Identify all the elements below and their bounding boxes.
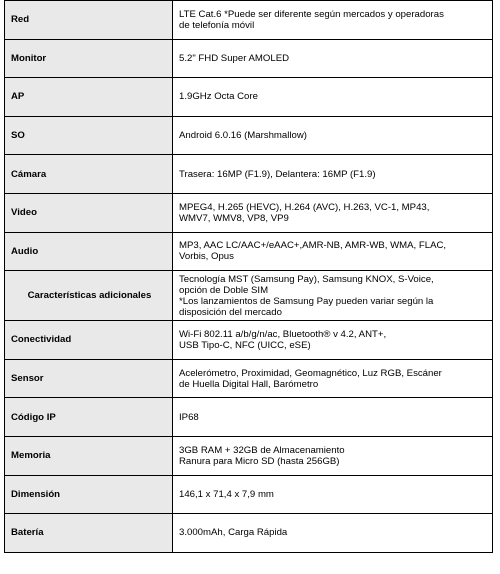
spec-value: MPEG4, H.265 (HEVC), H.264 (AVC), H.263, VC-1, MP43, WMV7, WMV8, VP8, VP9: [173, 193, 493, 232]
spec-label: AP: [5, 78, 173, 117]
spec-label: Batería: [5, 514, 173, 553]
spec-label: Memoria: [5, 436, 173, 475]
spec-row-codigo-ip: [5, 398, 493, 437]
spec-row-bateria: [5, 514, 493, 553]
spec-row-monitor: [5, 39, 493, 78]
spec-value: 1.9GHz Octa Core: [173, 78, 493, 117]
spec-label: Cámara: [5, 155, 173, 194]
spec-value: Tecnología MST (Samsung Pay), Samsung KNOX, S-Voice, opción de Doble SIM *Los lanzamientos de Samsung Pay pueden variar según la disposición del mercado: [173, 271, 493, 321]
spec-row-ap: [5, 78, 493, 117]
spec-row-sensor: [5, 359, 493, 398]
spec-label: Sensor: [5, 359, 173, 398]
spec-value: Acelerómetro, Proximidad, Geomagnético, Luz RGB, Escáner de Huella Digital Hall, Barómetro: [173, 359, 493, 398]
spec-label: Video: [5, 193, 173, 232]
spec-value: 146,1 x 71,4 x 7,9 mm: [173, 475, 493, 514]
spec-label: Conectividad: [5, 321, 173, 360]
spec-label: Audio: [5, 232, 173, 271]
spec-label: Red: [5, 1, 173, 40]
spec-value: 5.2" FHD Super AMOLED: [173, 39, 493, 78]
spec-value: IP68: [173, 398, 493, 437]
spec-row-conectividad: [5, 321, 493, 360]
spec-row-video: [5, 193, 493, 232]
spec-row-dimension: [5, 475, 493, 514]
spec-label: SO: [5, 116, 173, 155]
spec-label: Características adicionales: [5, 271, 173, 321]
spec-label: Código IP: [5, 398, 173, 437]
spec-table: [4, 0, 493, 553]
spec-value: 3GB RAM + 32GB de Almacenamiento Ranura para Micro SD (hasta 256GB): [173, 436, 493, 475]
spec-label: Monitor: [5, 39, 173, 78]
spec-row-so: [5, 116, 493, 155]
spec-value: Wi-Fi 802.11 a/b/g/n/ac, Bluetooth® v 4.2, ANT+, USB Tipo-C, NFC (UICC, eSE): [173, 321, 493, 360]
spec-row-memoria: [5, 436, 493, 475]
spec-row-red: [5, 1, 493, 40]
spec-row-audio: [5, 232, 493, 271]
spec-row-camara: [5, 155, 493, 194]
spec-row-caracteristicas: [5, 271, 493, 321]
spec-label: Dimensión: [5, 475, 173, 514]
spec-value: Android 6.0.16 (Marshmallow): [173, 116, 493, 155]
spec-value: Trasera: 16MP (F1.9), Delantera: 16MP (F1.9): [173, 155, 493, 194]
spec-value: LTE Cat.6 *Puede ser diferente según mercados y operadoras de telefonía móvil: [173, 1, 493, 40]
spec-value: 3.000mAh, Carga Rápida: [173, 514, 493, 553]
spec-value: MP3, AAC LC/AAC+/eAAC+,AMR-NB, AMR-WB, WMA, FLAC, Vorbis, Opus: [173, 232, 493, 271]
